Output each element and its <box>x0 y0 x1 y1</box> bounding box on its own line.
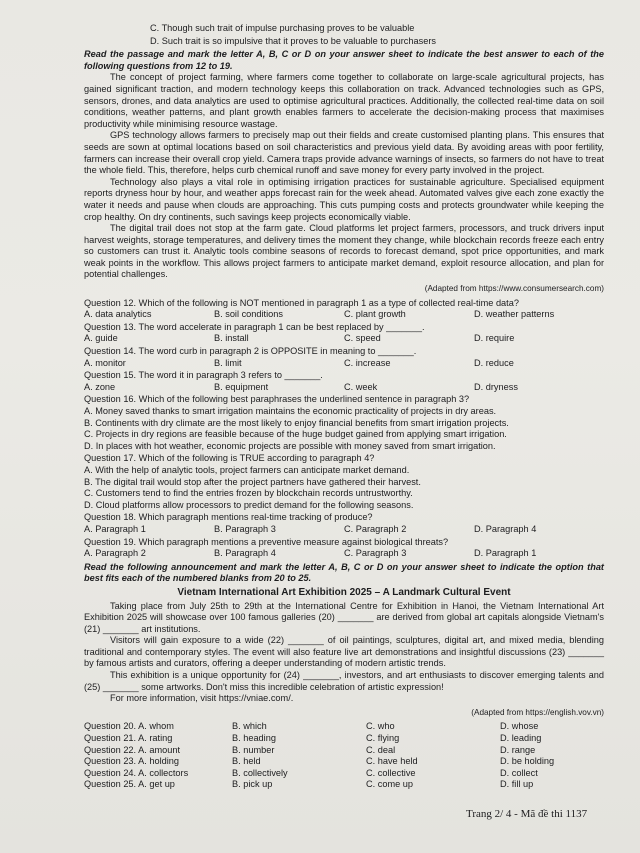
q19-option-a[interactable]: A. Paragraph 2 <box>84 548 146 559</box>
q21-option-c[interactable]: C. flying <box>366 733 400 744</box>
q14-option-d[interactable]: D. reduce <box>474 357 514 368</box>
announcement-title: Vietnam International Art Exhibition 2025 – A Landmark Cultural Event <box>177 586 511 598</box>
question-stem: Question 17. Which of the following is TRUE according to paragraph 4? <box>84 453 375 464</box>
question-14 <box>84 346 604 369</box>
q20-option-a[interactable]: Question 20. A. whom <box>84 721 174 732</box>
q24-option-c[interactable]: C. collective <box>366 767 416 778</box>
passage-source: (Adapted from https://www.consumersearch.com) <box>424 284 604 294</box>
q24-option-b[interactable]: B. collectively <box>232 767 288 778</box>
question-17 <box>84 453 604 511</box>
q16-option-c[interactable]: C. Projects in dry regions are feasible because of the huge budget gained from applying smart irrigation. <box>84 429 507 440</box>
question-stem: Question 18. Which paragraph mentions real-time tracking of produce? <box>84 512 373 523</box>
option-c: C. Though such trait of impulse purchasing proves to be valuable <box>150 23 415 33</box>
announcement-source: (Adapted from https://english.vov.vn) <box>471 707 604 717</box>
question-12 <box>84 298 604 321</box>
q20-option-d[interactable]: D. whose <box>500 721 539 732</box>
q15-option-a[interactable]: A. zone <box>84 381 116 392</box>
q16-option-b[interactable]: B. Continents with dry climate are the most likely to enjoy financial benefits from smart irrigation projects. <box>84 417 509 428</box>
q18-option-c[interactable]: C. Paragraph 2 <box>344 523 407 534</box>
q12-option-b[interactable]: B. soil conditions <box>214 309 283 320</box>
question-19 <box>84 537 604 560</box>
q17-option-a[interactable]: A. With the help of analytic tools, project farmers can anticipate market demand. <box>84 464 410 475</box>
question-16 <box>84 394 604 452</box>
answer-options-grid <box>84 721 604 791</box>
q22-option-a[interactable]: Question 22. A. amount <box>84 744 181 755</box>
q20-option-c[interactable]: C. who <box>366 721 395 732</box>
q22-option-c[interactable]: C. deal <box>366 744 396 755</box>
q24-option-d[interactable]: D. collect <box>500 767 538 778</box>
passage-paragraph-3: Technology also plays a vital role in optimising irrigation practices for sustainable agriculture. Specialised equipment reports dryness hour by hour, and weather apps forecast rain for the week ahead. Automated valves give each zone exactly the water it needs and pause when clouds are approaching. This cuts pumping costs and protects groundwater while keeping the crop healthy. On dry continents, such savings keep projects economically viable. <box>84 176 604 222</box>
q14-option-a[interactable]: A. monitor <box>84 357 126 368</box>
q23-option-b[interactable]: B. held <box>232 756 261 767</box>
q15-option-c[interactable]: C. week <box>344 381 378 392</box>
passage-paragraph-4: The digital trail does not stop at the farm gate. Cloud platforms let project farmers, processors, and truck drivers input harvest weights, storage temperatures, and delivery times the moment they change, while blockchain records freeze each entry so customers can trust it. Analytic tools combine seasons of records to forecast demand, spot price opportunities, and mark weak points in the workflow. This allows project farmers to anticipate market demand, exploit resource allocation, and plan for potential challenges. <box>84 223 604 280</box>
question-stem: Question 16. Which of the following best paraphrases the underlined sentence in paragraph 3? <box>84 394 470 405</box>
top-options <box>150 23 604 47</box>
question-stem: Question 19. Which paragraph mentions a preventive measure against biological threats? <box>84 536 449 547</box>
page-footer: Trang 2/ 4 - Mã đề thi 1137 <box>466 808 588 820</box>
announcement-paragraph-4: For more information, visit https://vniae.com/. <box>110 693 294 704</box>
q14-option-c[interactable]: C. increase <box>344 357 391 368</box>
question-stem: Question 14. The word curb in paragraph 2 is OPPOSITE in meaning to _______. <box>84 346 417 357</box>
q18-option-a[interactable]: A. Paragraph 1 <box>84 523 146 534</box>
q12-option-a[interactable]: A. data analytics <box>84 309 152 320</box>
q17-option-d[interactable]: D. Cloud platforms allow processors to predict demand for the following seasons. <box>84 499 414 510</box>
announcement-paragraph-1: Taking place from July 25th to 29th at the International Centre for Exhibition in Hanoi, the Vietnam International Art Exhibition 2025 will showcase over 100 famous galleries (20) _______ are derived from global art capitals alongside Vietnam's (21) _______ art institutions. <box>84 600 604 634</box>
q14-option-b[interactable]: B. limit <box>214 357 242 368</box>
q17-option-b[interactable]: B. The digital trail would stop after the project partners have gathered their harvest. <box>84 476 421 487</box>
q25-option-b[interactable]: B. pick up <box>232 779 273 790</box>
q22-option-b[interactable]: B. number <box>232 744 275 755</box>
q16-option-d[interactable]: D. In places with hot weather, economic projects are possible with money saved from smart irrigation. <box>84 440 496 451</box>
question-stem: Question 12. Which of the following is NOT mentioned in paragraph 1 as a type of collected real-time data? <box>84 297 519 308</box>
instruction-20-25: Read the following announcement and mark the letter A, B, C or D on your answer sheet to indicate the option that best fits each of the numbered blanks from 20 to 25. <box>84 561 604 584</box>
q13-option-c[interactable]: C. speed <box>344 333 381 344</box>
q19-option-d[interactable]: D. Paragraph 1 <box>474 548 537 559</box>
q13-option-a[interactable]: A. guide <box>84 333 118 344</box>
announcement-paragraph-3: This exhibition is a unique opportunity for (24) _______, investors, and art enthusiasts to discover emerging talents and (25) _______ some artworks. Don't miss this incredible celebration of artistic expression! <box>84 670 604 692</box>
q12-option-d[interactable]: D. weather patterns <box>474 309 555 320</box>
q18-option-b[interactable]: B. Paragraph 3 <box>214 523 276 534</box>
q25-option-c[interactable]: C. come up <box>366 779 413 790</box>
q25-option-a[interactable]: Question 25. A. get up <box>84 779 175 790</box>
passage-paragraph-1: The concept of project farming, where farmers come together to collaborate on large-scale agricultural projects, has gained significant traction, and modern technology keeps this collaboration on track. Advanced technologies such as GPS, sensors, drones, and data analytics are used to optimise agricultural practices. Additionally, the collected real-time data on soil conditions, weather patterns, and plant growth enables farmers to accelerate the decision-making process that maximises productivity while minimising resource wastage. <box>84 72 604 129</box>
page-content <box>84 22 604 791</box>
q15-option-d[interactable]: D. dryness <box>474 381 518 392</box>
announcement-paragraph-2: Visitors will gain exposure to a wide (22) _______ of oil paintings, sculptures, digital art, and mixed media, blending traditional and contemporary styles. The event will also feature live art demonstrations and insightful discussions (23) _______ by famous artists and curators, offering a deeper understanding of modern artistic trends. <box>84 635 604 669</box>
q19-option-c[interactable]: C. Paragraph 3 <box>344 548 407 559</box>
q17-option-c[interactable]: C. Customers tend to find the entries frozen by blockchain records untrustworthy. <box>84 488 413 499</box>
q21-option-d[interactable]: D. leading <box>500 733 542 744</box>
q12-option-c[interactable]: C. plant growth <box>344 309 406 320</box>
question-18 <box>84 512 604 535</box>
instruction-12-19: Read the passage and mark the letter A, B, C or D on your answer sheet to indicate the best answer to each of the following questions from 12 to 19. <box>84 49 604 71</box>
q22-option-d[interactable]: D. range <box>500 744 536 755</box>
q21-option-a[interactable]: Question 21. A. rating <box>84 733 173 744</box>
q15-option-b[interactable]: B. equipment <box>214 381 269 392</box>
q18-option-d[interactable]: D. Paragraph 4 <box>474 523 537 534</box>
option-d: D. Such trait is so impulsive that it proves to be valuable to purchasers <box>150 35 436 46</box>
q25-option-d[interactable]: D. fill up <box>500 779 534 790</box>
question-13 <box>84 322 604 345</box>
q16-option-a[interactable]: A. Money saved thanks to smart irrigation maintains the economic practicality of projects in dry areas. <box>84 406 497 416</box>
passage-paragraph-2: GPS technology allows farmers to precisely map out their fields and create customised planting plans. This ensures that seeds are sown at optimal locations based on soil characteristics and previous yield data. By avoiding areas with poor fertility, farmers can increase their overall crop yield. Camera traps provide advance warnings of insects, so farmers do not have to treat the whole field. This, therefore, helps curb chemical runoff and save money for every party involved in the project. <box>84 130 604 176</box>
question-stem: Question 13. The word accelerate in paragraph 1 can be best replaced by _______. <box>84 321 425 332</box>
q24-option-a[interactable]: Question 24. A. collectors <box>84 767 189 778</box>
q20-option-b[interactable]: B. which <box>232 721 267 732</box>
q19-option-b[interactable]: B. Paragraph 4 <box>214 548 276 559</box>
q23-option-d[interactable]: D. be holding <box>500 756 555 767</box>
q13-option-b[interactable]: B. install <box>214 333 249 344</box>
question-15 <box>84 370 604 393</box>
question-stem: Question 15. The word it in paragraph 3 refers to _______. <box>84 370 323 381</box>
q23-option-a[interactable]: Question 23. A. holding <box>84 756 180 767</box>
q21-option-b[interactable]: B. heading <box>232 733 276 744</box>
q23-option-c[interactable]: C. have held <box>366 756 418 767</box>
q13-option-d[interactable]: D. require <box>474 333 515 344</box>
